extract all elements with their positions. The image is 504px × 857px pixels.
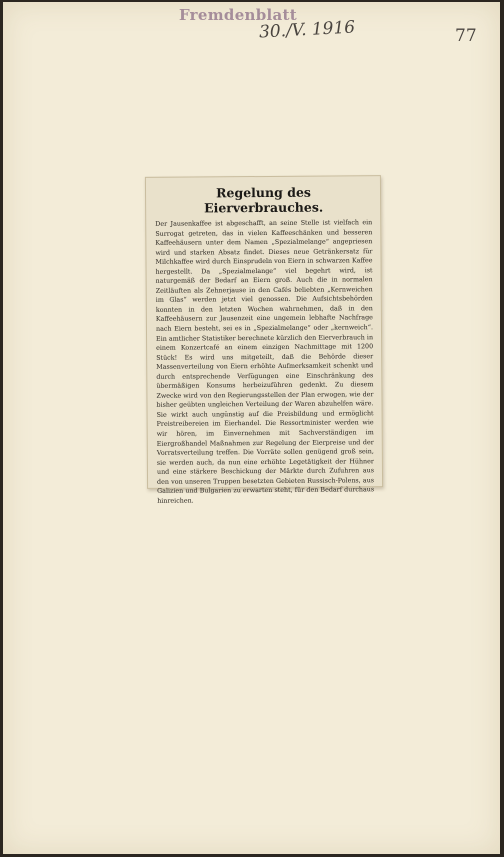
handwritten-date: 30./V. 1916 — [258, 17, 356, 43]
article-body: Der Jausenkaffee ist abgeschafft, an seine Stelle ist vielfach ein Surrogat getreten, das in vielen Kaffeeschänken und besseren Kaffeehäusern unter dem Namen „Spezialmelange“ angepriesen wird und starken Absatz findet. Dieses neue Getränkersatz für Milchkaffee wird durch Einsprudeln von Eiern in schwarzen Kaffee hergestellt. Da „Spezialmelange“ viel begehrt wird, ist naturgemäß der Bedarf an Eiern groß. Auch die in normalen Zeitläuften als Zehnerjause in den Cafés beliebten „Kernweichen im Glas“ werden jetzt viel genossen. Die Aufsichtsbehörden konnten in den letzten Wochen wahrnehmen, daß in den Kaffeehäusern zur Jausenzeit eine ungemein lebhafte Nachfrage nach Eiern besteht, sei es in „Spezialmelange“ oder „kernweich“. Ein amtlicher Statistiker berechnete kürzlich den Eierverbrauch in einem Konzertcafé an einem einzigen Nachmittage mit 1200 Stück! Es wird uns mitgeteilt, daß die Behörde dieser Massenverteilung von Eiern erhöhte Aufmerksamkeit schenkt und durch entsprechende Verfügungen eine Einschränkung des übermäßigen Konsums herbeizuführen gedenkt. Zu diesem Zwecke wird von den Regierungsstellen der Plan erwogen, wie der bisher geübten ungleichen Verteilung der Waren abzuhelfen wäre. Sie wirkt auch ungünstig auf die Preisbildung und ermöglicht Preistreibereien im Eierhandel. Die Ressortminister werden wie wir hören, im Einvernehmen mit Sachverständigen im Eiergroßhandel Maßnahmen zur Regelung der Eierpreise und der Vorratsverteilung treffen. Die Vorräte sollen genügend groß sein, sie werden auch, da nun eine erhöhte Legetätigkeit der Hühner und eine stärkere Beschickung der Märkte durch Zufuhren aus den von unseren Truppen besetzten Gebieten Russisch-Polens, aus Galizien und Bulgarien zu erwarten steht, für den Bedarf durchaus hinreichen. — [155, 219, 375, 505]
article-title: Regelung des Eierverbrauches. — [203, 184, 324, 216]
archive-page — [3, 2, 500, 854]
newspaper-stamp: Fremdenblatt — [179, 6, 298, 24]
page-number: 77 — [455, 26, 477, 46]
newspaper-clipping — [145, 175, 383, 505]
